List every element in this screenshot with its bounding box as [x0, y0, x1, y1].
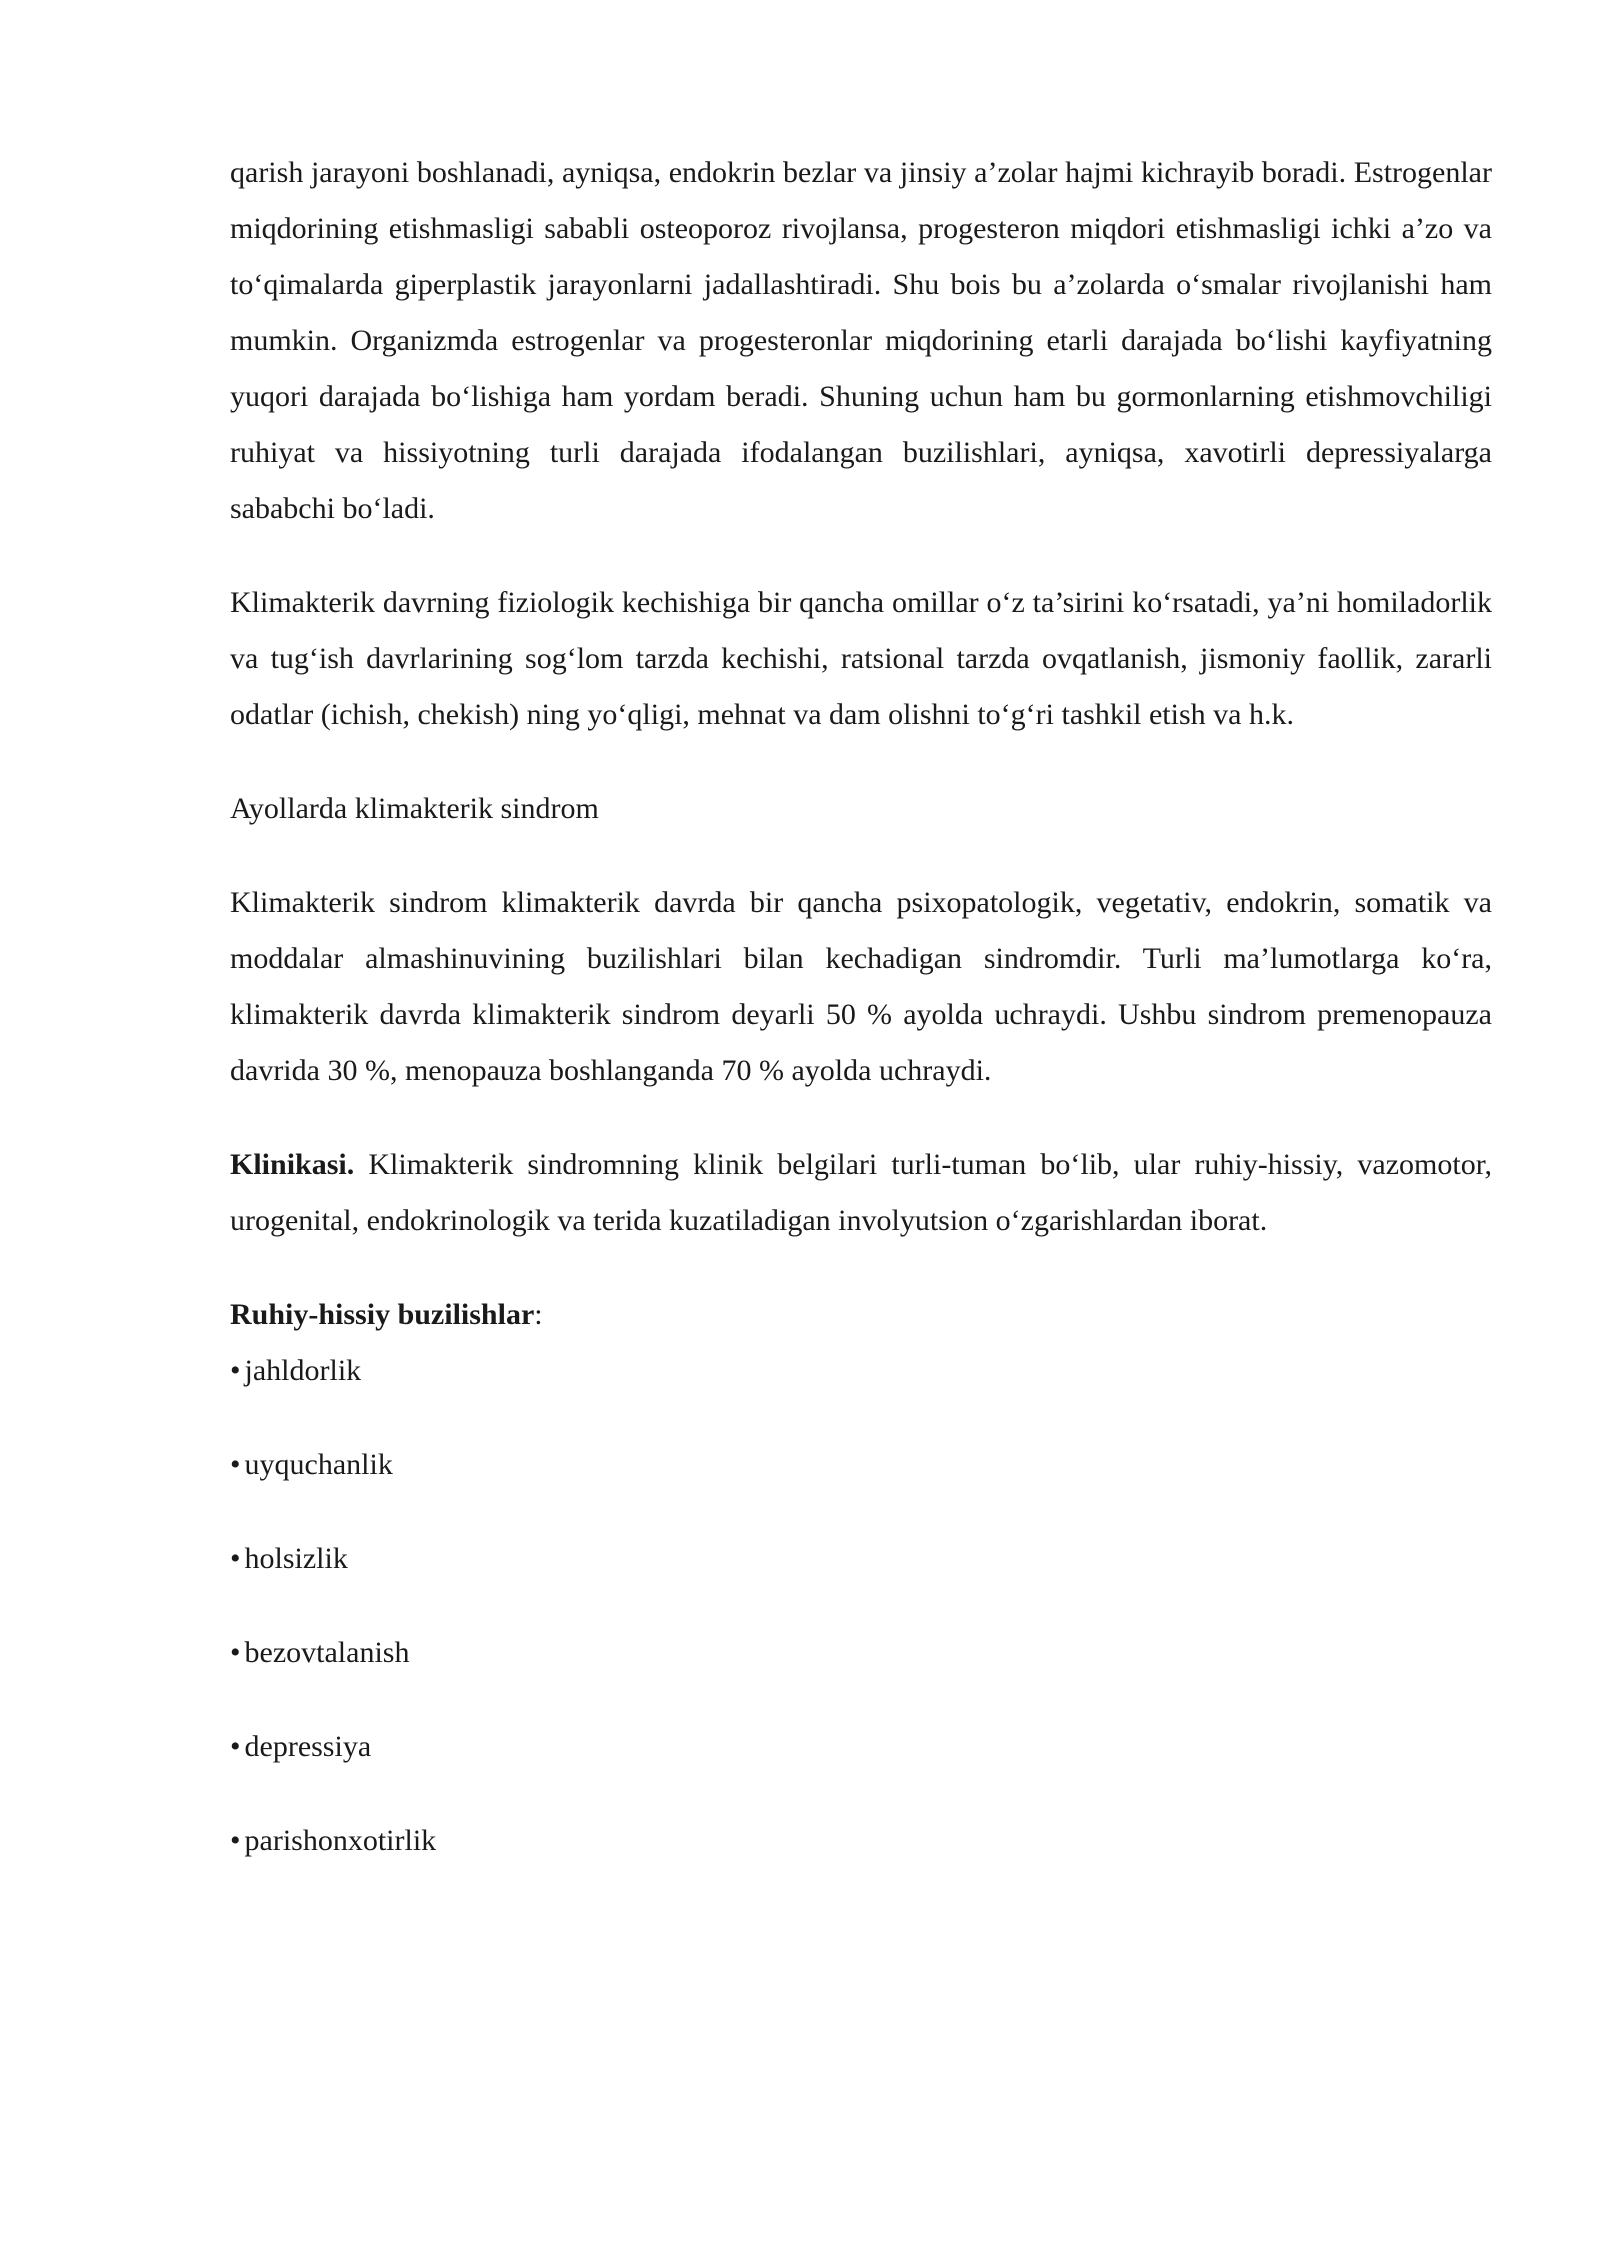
list-item-text: depressiya	[244, 1730, 372, 1763]
list-item	[230, 1531, 1492, 1587]
list-item	[230, 1625, 1492, 1681]
bullet-icon: •	[230, 1542, 241, 1575]
bullet-icon: •	[230, 1636, 241, 1669]
list-title-text: Ruhiy-hissiy buzilishlar	[230, 1298, 535, 1331]
section-heading: Ayollarda klimakterik sindrom	[230, 792, 599, 825]
clinic-text: Klimakterik sindromning klinik belgilari turli-tuman bo‘lib, ular ruhiy-hissiy, vazomotor, urogenital, endokrinologik va terida kuzatiladigan involyutsion o‘zgarishlardan iborat.	[230, 1148, 1492, 1237]
page-content	[230, 145, 1492, 1869]
list-item	[230, 1719, 1492, 1775]
clinic-label: Klinikasi.	[230, 1148, 355, 1181]
list-item	[230, 1437, 1492, 1493]
bullet-icon: •	[230, 1354, 241, 1387]
list-item	[230, 1813, 1492, 1869]
symptom-list	[230, 1343, 1492, 1869]
list-item-text: parishonxotirlik	[244, 1824, 437, 1857]
list-item-text: uyquchanlik	[244, 1448, 393, 1481]
paragraph-clinic	[230, 1137, 1492, 1249]
paragraph-climacteric-syndrome: Klimakterik sindrom klimakterik davrda bir qancha psixopatologik, vegetativ, endokrin, somatik va moddalar almashinuvining buzilishlari bilan kechadigan sindromdir. Turli ma’lumotlarga ko‘ra, klimakterik davrda klimakterik sindrom deyarli 50 % ayolda uchraydi. Ushbu sindrom premenopauza davrida 30 %, menopauza boshlanganda 70 % ayolda uchraydi.	[230, 886, 1492, 1087]
list-title	[230, 1287, 1492, 1343]
list-title-suffix: :	[534, 1298, 543, 1331]
list-item-text: holsizlik	[244, 1542, 348, 1575]
list-item	[230, 1343, 1492, 1399]
list-item-text: jahldorlik	[244, 1354, 362, 1387]
list-item-text: bezovtalanish	[244, 1636, 410, 1669]
bullet-icon: •	[230, 1824, 241, 1857]
paragraph-climacteric-factors: Klimakterik davrning fiziologik kechishiga bir qancha omillar o‘z ta’sirini ko‘rsatadi, ya’ni homiladorlik va tug‘ish davrlarining sog‘lom tarzda kechishi, ratsional tarzda ovqatlanish, jismoniy faollik, zararli odatlar (ichish, chekish) ning yo‘qligi, mehnat va dam olishni to‘g‘ri tashkil etish va h.k.	[230, 586, 1492, 731]
bullet-icon: •	[230, 1448, 241, 1481]
bullet-icon: •	[230, 1730, 241, 1763]
paragraph-estrogen-effects: qarish jarayoni boshlanadi, ayniqsa, endokrin bezlar va jinsiy a’zolar hajmi kichrayib boradi. Estrogenlar miqdorining etishmasligi sababli osteoporoz rivojlansa, progesteron miqdori etishmasligi ichki a’zo va to‘qimalarda giperplastik jarayonlarni jadallashtiradi. Shu bois bu a’zolarda o‘smalar rivojlanishi ham mumkin. Organizmda estrogenlar va progesteronlar miqdorining etarli darajada bo‘lishi kayfiyatning yuqori darajada bo‘lishiga ham yordam beradi. Shuning uchun ham bu gormonlarning etishmovchiligi ruhiyat va hissiyotning turli darajada ifodalangan buzilishlari, ayniqsa, xavotirli depressiyalarga sababchi bo‘ladi.	[230, 156, 1492, 525]
